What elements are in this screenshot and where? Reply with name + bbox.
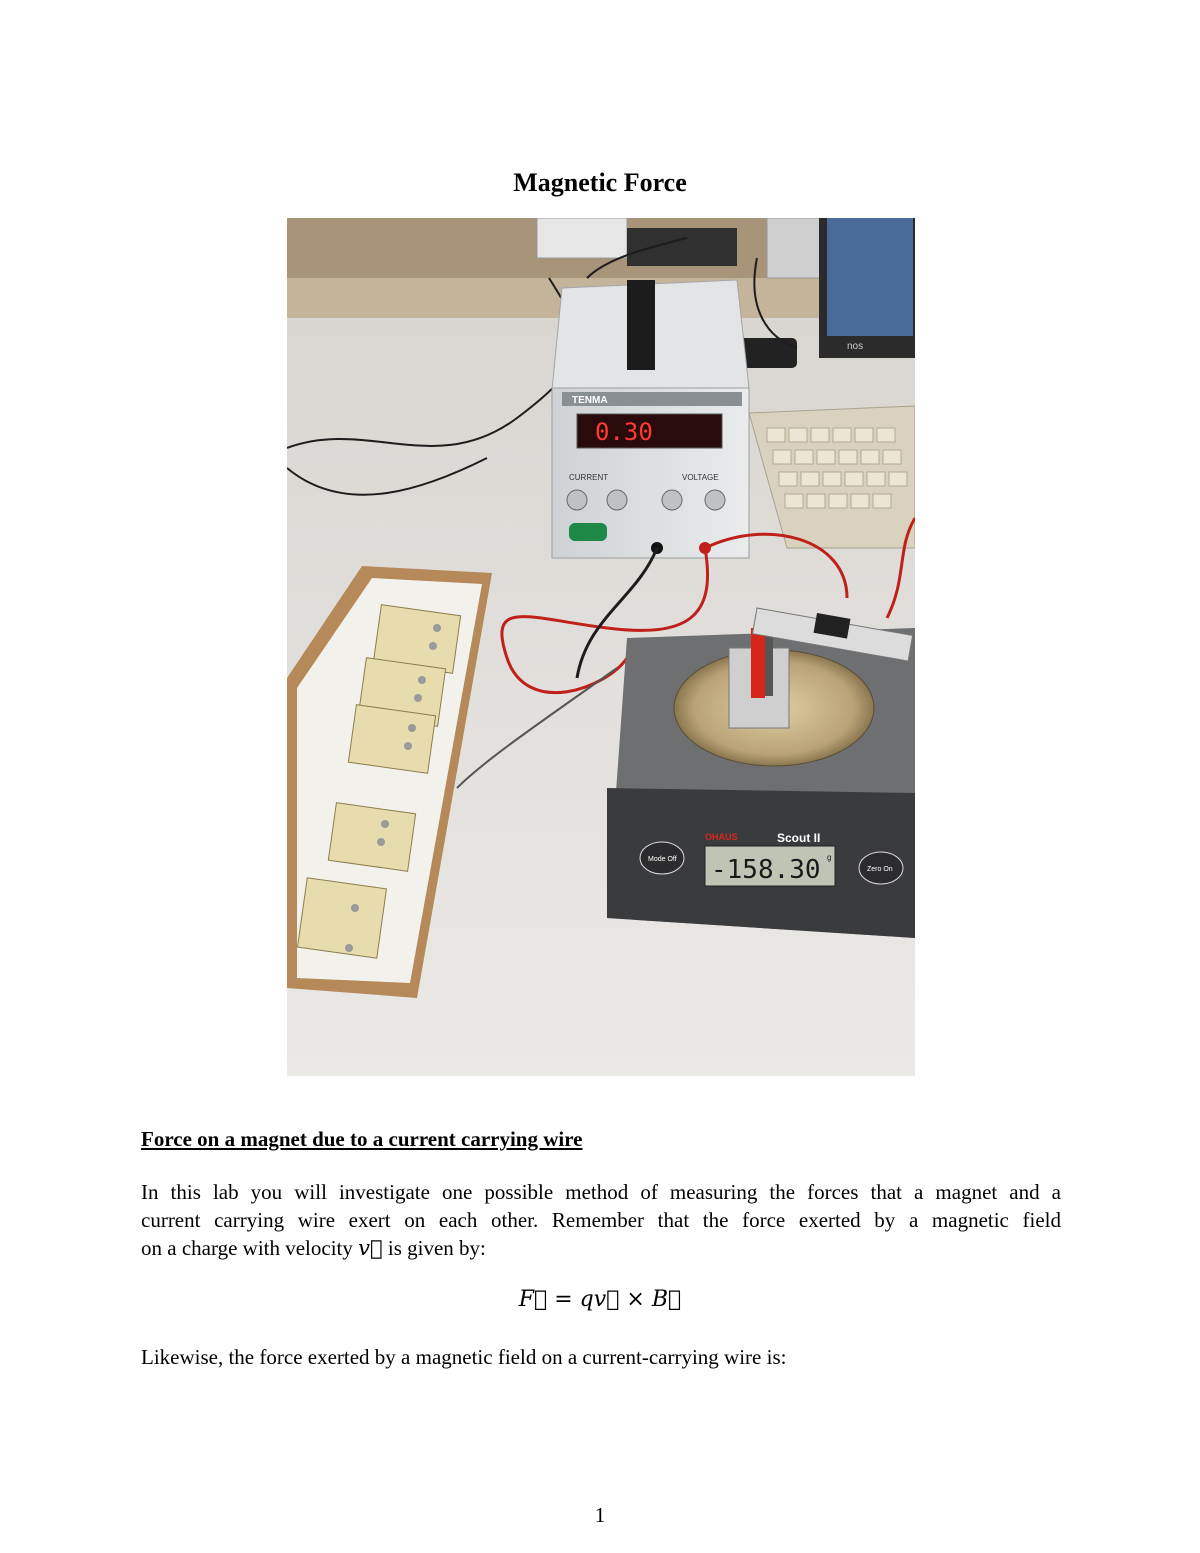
- scale-unit: g: [827, 853, 832, 862]
- page-title: Magnetic Force: [513, 168, 687, 197]
- intro-line-tail: is given by:: [382, 1236, 486, 1260]
- power-supply-current-label: CURRENT: [569, 473, 609, 482]
- scale-model: Scout II: [777, 831, 821, 845]
- scale-zero-button: Zero On: [867, 866, 893, 873]
- power-supply-display: 0.30: [595, 418, 653, 446]
- intro-line: current carrying wire exert on each other. Remember that the force exerted by a magnetic field: [141, 1208, 1061, 1232]
- power-supply-voltage-label: VOLTAGE: [682, 473, 719, 482]
- monitor-brand: nos: [847, 341, 864, 352]
- section-heading: Force on a magnet due to a current carrying wire: [141, 1127, 583, 1151]
- velocity-symbol: v⃗: [358, 1236, 383, 1260]
- power-supply: [552, 280, 749, 558]
- power-supply-brand: TENMA: [572, 395, 608, 406]
- intro-line-text: on a charge with velocity: [141, 1236, 359, 1260]
- electronic-scale: [607, 608, 915, 938]
- intro-line: In this lab you will investigate one possible method of measuring the forces that a magnet and a: [141, 1180, 1061, 1204]
- scale-brand: OHAUS: [705, 832, 738, 842]
- intro-paragraph: [141, 1178, 1061, 1262]
- lorentz-force-equation: F⃗ = qv⃗ × B⃗: [518, 1287, 682, 1312]
- scale-display: -158.30: [711, 855, 821, 885]
- paragraph-current-wire: Likewise, the force exerted by a magnetic field on a current-carrying wire is:: [141, 1345, 787, 1369]
- monitor: [819, 218, 915, 358]
- page-number: 1: [594, 1503, 606, 1527]
- scale-mode-button: Mode Off: [648, 856, 677, 863]
- intro-line: [141, 1234, 1061, 1262]
- lab-setup-photo: [287, 218, 915, 1076]
